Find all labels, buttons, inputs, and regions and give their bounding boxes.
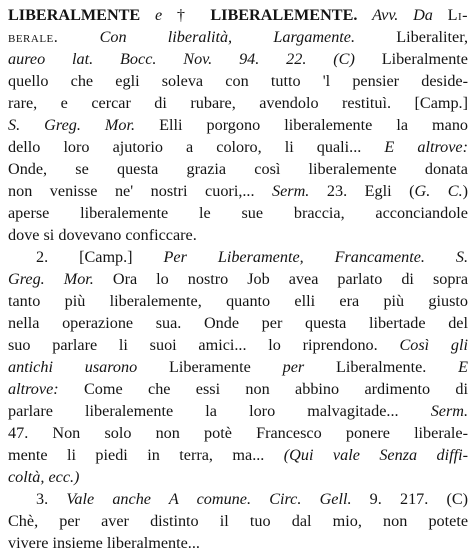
word-per: per bbox=[282, 358, 305, 376]
citation-circ-gell: Circ. Gell. bbox=[269, 490, 352, 508]
quote-text: dello loro ajutorio a coloro, li quali... bbox=[8, 138, 362, 156]
quote-text: Liberalmente bbox=[381, 50, 468, 68]
quote-text: dove si dovevano conficcare. bbox=[8, 226, 197, 244]
quote-text: non venisse ne' nostri cuori,... bbox=[8, 182, 255, 200]
paren-close: ) bbox=[462, 182, 468, 200]
e-altrove-b: altrove: bbox=[8, 380, 59, 398]
quote-text: vivere insieme liberalmente... bbox=[8, 534, 200, 552]
e-altrove-a: E bbox=[458, 358, 468, 376]
entry-line-21 bbox=[8, 444, 468, 466]
entry-line-22 bbox=[8, 466, 468, 488]
citation-greg-mor: Greg. Mor. bbox=[8, 270, 94, 288]
entry-line-18 bbox=[8, 378, 468, 400]
definition-2: Per Liberamente, Francamente. bbox=[163, 248, 425, 266]
entry-line-23 bbox=[8, 488, 468, 510]
entry-line-25 bbox=[8, 532, 468, 554]
quote-text: mente li piedi in terra, ma... bbox=[8, 446, 265, 464]
headword-variant: LIBERALEMENTE. bbox=[210, 6, 358, 24]
citation-serm-2: Serm. bbox=[430, 402, 468, 420]
citation-s: S. bbox=[455, 248, 468, 266]
quote-text: Onde, se questa grazia così liberalemente donata bbox=[8, 160, 468, 178]
entry-line-19 bbox=[8, 400, 468, 422]
conjunction: e bbox=[154, 6, 163, 24]
entry-line-7 bbox=[8, 136, 468, 158]
entry-line-24 bbox=[8, 510, 468, 532]
entry-line-17 bbox=[8, 356, 468, 378]
entry-line-14 bbox=[8, 290, 468, 312]
antichi-usarono: antichi usarono bbox=[8, 358, 138, 376]
definition-1: Con liberalità, Largamente. bbox=[99, 28, 356, 46]
citation-greg: S. Greg. Mor. bbox=[8, 116, 136, 134]
word-liberalmente: Liberalmente. bbox=[335, 358, 427, 376]
entry-line-10 bbox=[8, 202, 468, 224]
aureo-lat: aureo lat. bbox=[8, 50, 94, 68]
quote-text: rare, e cercar di rubare, avendolo restituì. [Camp.] bbox=[8, 94, 468, 112]
cosi-gli: Così gli bbox=[399, 336, 468, 354]
quote-text: 9. 217. (C) bbox=[369, 490, 468, 508]
source-camp: [Camp.] bbox=[79, 248, 133, 266]
latin-equivalent: Liberaliter, bbox=[396, 28, 468, 46]
entry-line-1 bbox=[8, 4, 468, 26]
entry-line-4 bbox=[8, 70, 468, 92]
citation-bocc: Bocc. Nov. 94. 22. (C) bbox=[120, 50, 355, 68]
headword: LIBERALMENTE bbox=[8, 6, 141, 24]
note-qui-vale-end: coltà, ecc.) bbox=[8, 468, 80, 486]
entry-line-5 bbox=[8, 92, 468, 114]
dictionary-entry bbox=[8, 4, 468, 554]
sense-number: 3. bbox=[36, 490, 49, 508]
entry-line-15 bbox=[8, 312, 468, 334]
quote-text: tanto più liberalemente, quanto elli era più giusto bbox=[8, 292, 468, 310]
entry-line-16 bbox=[8, 334, 468, 356]
word-liberamente: Liberamente bbox=[169, 358, 251, 376]
sense-number: 2. bbox=[36, 248, 49, 266]
quote-text: suo parlare li suoi amici... lo riprendono. bbox=[8, 336, 378, 354]
quote-text: quello che egli soleva con tutto 'l pensier deside- bbox=[8, 72, 468, 90]
entry-line-13 bbox=[8, 268, 468, 290]
etymology-word-b: berale. bbox=[8, 28, 59, 46]
quote-text: Ora lo nostro Job avea parlato di sopra bbox=[112, 270, 468, 288]
entry-line-8 bbox=[8, 158, 468, 180]
note-qui-vale: (Qui vale Senza diffi- bbox=[283, 446, 468, 464]
entry-line-11 bbox=[8, 224, 468, 246]
gc-abbrev: G. C. bbox=[414, 182, 463, 200]
definition-3: Vale anche A comune. bbox=[66, 490, 252, 508]
entry-line-12 bbox=[8, 246, 468, 268]
entry-line-2 bbox=[8, 26, 468, 48]
entry-line-9 bbox=[8, 180, 468, 202]
dagger-mark: † bbox=[176, 6, 196, 24]
quote-text: Come che essi non abbino ardimento di bbox=[84, 380, 468, 398]
etymology-da: Da bbox=[413, 6, 433, 24]
entry-line-20 bbox=[8, 422, 468, 444]
quote-text: nella operazione sua. Onde per questa libertade del bbox=[8, 314, 468, 332]
quote-text: parlare liberalemente la loro malvagitade... bbox=[8, 402, 399, 420]
entry-line-6 bbox=[8, 114, 468, 136]
quote-text: 23. Egli ( bbox=[326, 182, 415, 200]
citation-serm: Serm. bbox=[272, 182, 310, 200]
quote-text: aperse liberalemente le sue braccia, acconciandole bbox=[8, 204, 468, 222]
entry-line-3 bbox=[8, 48, 468, 70]
quote-text: Chè, per aver distinto il tuo dal mio, non potete bbox=[8, 512, 468, 530]
etymology-word-a: Li- bbox=[447, 6, 468, 24]
altrove-label: E altrove: bbox=[384, 138, 468, 156]
part-of-speech: Avv. bbox=[372, 6, 399, 24]
quote-text: Elli porgono liberalemente la mano bbox=[159, 116, 468, 134]
quote-text: 47. Non solo non potè Francesco ponere liberale- bbox=[8, 424, 468, 442]
